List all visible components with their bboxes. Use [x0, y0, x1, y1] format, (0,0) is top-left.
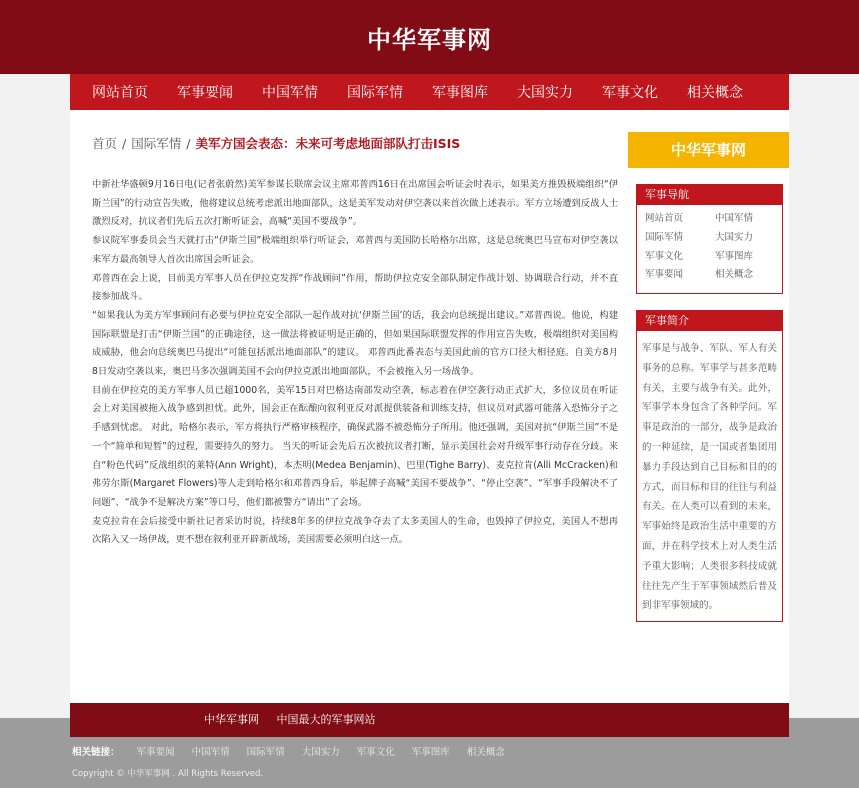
footer-link-china-military[interactable]: 中国军情: [191, 747, 230, 758]
footer-link-related-concepts[interactable]: 相关概念: [466, 747, 505, 758]
sidebar-link-related-concepts[interactable]: 相关概念: [715, 269, 754, 281]
site-title: 中华军事网: [367, 26, 492, 54]
article-paragraph: 邓普西在会上说，目前美方军事人员在伊拉克发挥“作战顾问”作用，帮助伊拉克安全部队制定作战计划、协调联合行动，并不直接参加战斗。: [92, 272, 618, 303]
breadcrumb-separator: /: [122, 136, 127, 151]
breadcrumb-home[interactable]: 首页: [92, 136, 118, 151]
footer-links: [72, 744, 519, 758]
sidebar-link-military-culture[interactable]: 军事文化: [645, 250, 684, 262]
footer-link-military-gallery[interactable]: 军事图库: [411, 747, 450, 758]
sidebar-link-military-news[interactable]: 军事要闻: [645, 269, 684, 281]
sidebar-link-home[interactable]: 网站首页: [645, 213, 684, 224]
breadcrumb-section[interactable]: 国际军情: [131, 136, 182, 151]
article-paragraph: 参议院军事委员会当天就打击“伊斯兰国”极端组织举行听证会，邓普西与美国防长哈格尔出席，这是总统奥巴马宣布对伊空袭以来军方最高领导人首次出席国会听证会。: [92, 235, 618, 265]
sidebar-intro-title: 军事简介: [637, 311, 782, 331]
nav-item-military-culture[interactable]: 军事文化: [602, 85, 658, 101]
copyright: Copyright © 中华军事网 . All Rights Reserved.: [72, 769, 264, 779]
breadcrumb: [92, 134, 460, 152]
sidebar-link-international-military[interactable]: 国际军情: [645, 231, 684, 243]
nav-item-great-powers[interactable]: 大国实力: [517, 85, 573, 101]
main-nav: [70, 74, 789, 110]
article-title: 美军方国会表态：未来可考虑地面部队打击ISIS: [195, 136, 461, 151]
sidebar-link-china-military[interactable]: 中国军情: [715, 213, 754, 224]
nav-item-related-concepts[interactable]: 相关概念: [687, 85, 743, 101]
sidebar-link-military-gallery[interactable]: 军事图库: [715, 250, 754, 262]
sidebar-banner: 中华军事网: [628, 132, 789, 168]
footer-banner: [70, 703, 789, 737]
nav-item-home[interactable]: 网站首页: [92, 85, 148, 101]
sidebar-nav-title: 军事导航: [637, 185, 782, 205]
article-paragraph: 麦克拉肯在会后接受中新社记者采访时说，持续8年多的伊拉克战争夺去了太多美国人的生命，也毁掉了伊拉克，美国人不想再次陷入又一场伊战，更不想在叙利亚开辟新战场，美国需要必须明白这一点。: [92, 515, 618, 546]
article-paragraph: 中新社华盛顿9月16日电(记者张蔚然)美军参谋长联席会议主席邓普西16日在出席国会听证会时表示，如果美方推毁极端组织“伊斯兰国”的行动宣告失败，他将建议总统考虑派出地面部队，这是美军发动对伊空袭以来首次做上述表示。军方立场遭到反战人士激烈反对，抗议者们先后五次打断听证会，高喊“美国不要战争”。: [92, 179, 618, 228]
sidebar-nav-box: [636, 184, 783, 294]
sidebar-intro-text: 军事是与战争、军队、军人有关事务的总称。军事学与甚多范畴有关，主要与战争有关。此外，军事学本身包含了各种学问。军事是政治的一部分，战争是政治的一种延续，是一国或者集团用暴力手段达到自己目标和目的的方式，而目标和目的往往与利益有关。在人类可以看到的未来，军事始终是政治生活中重要的方面，并在科学技术上对人类生活予重大影响；人类很多科技成就往往先产生于军事领域然后普及到非军事领域的。: [642, 343, 777, 612]
footer-link-military-news[interactable]: 军事要闻: [136, 747, 175, 758]
article-paragraph: “如果我认为美方军事顾问有必要与伊拉克安全部队一起作战对抗‘伊斯兰国’的话，我会向总统提出建议。”邓普西说。他说，构建国际联盟是打击“伊斯兰国”的正确途径，这一做法将被证明是正确的，但如果国际联盟发挥的作用宣告失败，极端组织对美国构成威胁，他会向总统奥巴马提出“可能包括派出地面部队”的建议。 邓普西此番表态与美国此前的官方口径大相径庭。自美方8月8日发动空袭以来，奥巴马多次强调美国不会向伊拉克派出地面部队，不会被拖入另一场战争。: [92, 309, 618, 378]
nav-item-china-military[interactable]: 中国军情: [262, 85, 318, 101]
sidebar-link-great-powers[interactable]: 大国实力: [715, 231, 754, 243]
footer-link-great-powers[interactable]: 大国实力: [301, 747, 340, 758]
footer-link-international-military[interactable]: 国际军情: [246, 747, 285, 758]
breadcrumb-separator: /: [186, 136, 191, 151]
sidebar-intro-box: [636, 310, 783, 622]
article-body: [92, 176, 618, 550]
article-paragraph: 目前在伊拉克的美方军事人员已超1000名，美军15日对巴格达南部发动空袭，标志着在伊空袭行动正式扩大，多位议员在听证会上对美国被拖入战争感到担忧。此外，国会正在酝酿向叙利亚反对派提供装备和训练支持，但议员对武器可能落入恐怖分子之手感到忧虑。 对此，哈格尔表示，军方将执行严格审核程序，确保武器不被恐怖分子所用。他还强调，美国对抗“伊斯兰国”不是一个“简单和短暂”的过程，需要持久的努力。 当天的听证会先后五次被抗议者打断，显示美国社会对升级军事行动存在分歧。来自“粉色代码”反战组织的莱特(Ann Wright)，本杰明(Medea Benjamin)、巴里(Tighe Barry)、麦克拉肯(Alli McCracken)和弗劳尔斯(Margaret Flowers)等人走到哈格尔和邓普西身后，举起牌子高喊“美国不要战争”、“停止空袭”、“军事手段解决不了问题”、“战争不是解决方案”等口号，他们都被警方“请出”了会场。: [92, 384, 618, 508]
footer-site-name: 中华军事网: [204, 713, 259, 726]
footer-slogan: 中国最大的军事网站: [276, 713, 376, 726]
nav-item-military-news[interactable]: 军事要闻: [177, 85, 233, 101]
nav-item-military-gallery[interactable]: 军事图库: [432, 85, 488, 101]
nav-item-international-military[interactable]: 国际军情: [347, 85, 403, 101]
footer-links-label: 相关链接：: [72, 747, 120, 758]
footer-link-military-culture[interactable]: 军事文化: [356, 747, 395, 758]
